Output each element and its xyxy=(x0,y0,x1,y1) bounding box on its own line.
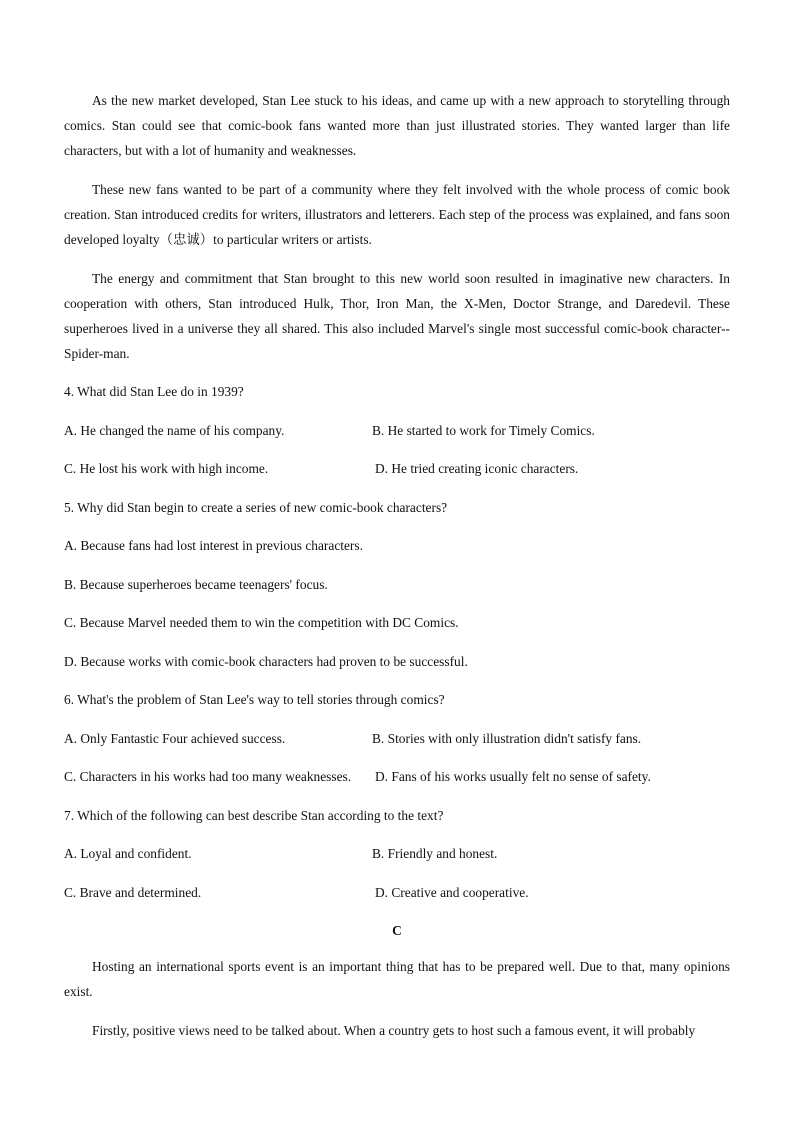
question-5-option-c[interactable]: C. Because Marvel needed them to win the competition with DC Comics. xyxy=(64,615,459,630)
question-6-option-a[interactable]: A. Only Fantastic Four achieved success. xyxy=(64,730,286,746)
question-7-options-row-1 xyxy=(64,841,730,880)
question-4-stem: 4. What did Stan Lee do in 1939? xyxy=(64,384,244,399)
question-7-option-a[interactable]: A. Loyal and confident. xyxy=(64,846,192,861)
question-6-option-c[interactable]: C. Characters in his works had too many weaknesses. xyxy=(64,769,352,784)
question-4-option-c[interactable]: C. He lost his work with high income. xyxy=(64,461,269,476)
question-5-option-a[interactable]: A. Because fans had lost interest in previous characters. xyxy=(64,538,363,553)
question-6-options-row-1 xyxy=(64,726,730,765)
question-5-stem: 5. Why did Stan begin to create a series of new comic-book characters? xyxy=(64,499,448,515)
question-7-options-row-2 xyxy=(64,880,730,919)
question-4-option-d[interactable]: D. He tried creating iconic characters. xyxy=(375,461,579,476)
question-7-stem: 7. Which of the following can best describe Stan according to the text? xyxy=(64,807,444,823)
question-5-option-b[interactable]: B. Because superheroes became teenagers' focus. xyxy=(64,576,328,592)
question-6-stem: 6. What's the problem of Stan Lee's way to tell stories through comics? xyxy=(64,692,445,707)
passage-b-paragraph-1: As the new market developed, Stan Lee stuck to his ideas, and came up with a new approach to storytelling through comics. Stan could see that comic-book fans wanted more than just illustrated stories. They wanted larger than life characters, but with a lot of humanity and weaknesses. xyxy=(64,93,730,158)
question-4-options-row-1 xyxy=(64,418,730,457)
question-6-option-d[interactable]: D. Fans of his works usually felt no sense of safety. xyxy=(375,769,651,784)
section-c-title: C xyxy=(392,923,402,938)
question-7-option-b[interactable]: B. Friendly and honest. xyxy=(372,846,498,861)
question-6-option-b[interactable]: B. Stories with only illustration didn't satisfy fans. xyxy=(372,730,642,746)
passage-b-paragraph-2: These new fans wanted to be part of a community where they felt involved with the whole process of comic book creation. Stan introduced credits for writers, illustrators and letterers. Each step of the process was explained, and fans soon developed loyalty（忠诚）to particular writers or artists. xyxy=(64,182,730,247)
question-4-options-row-2 xyxy=(64,456,730,495)
question-4-option-a[interactable]: A. He changed the name of his company. xyxy=(64,422,285,438)
passage-c-paragraph-2: Firstly, positive views need to be talked about. When a country gets to host such a famous event, it will probably xyxy=(92,1023,696,1038)
question-6-options-row-2 xyxy=(64,764,730,803)
question-7-option-c[interactable]: C. Brave and determined. xyxy=(64,884,202,900)
question-5-option-d[interactable]: D. Because works with comic-book characters had proven to be successful. xyxy=(64,653,468,669)
passage-c-paragraph-1: Hosting an international sports event is an important thing that has to be prepared well. Due to that, many opinions exist. xyxy=(64,959,730,999)
passage-b-paragraph-3: The energy and commitment that Stan brought to this new world soon resulted in imaginative new characters. In cooperation with others, Stan introduced Hulk, Thor, Iron Man, the X-Men, Doctor Strange, and Daredevil. These superheroes lived in a universe they all shared. This also included Marvel's single most successful comic-book character--Spider-man. xyxy=(64,271,730,361)
question-4-option-b[interactable]: B. He started to work for Timely Comics. xyxy=(372,422,595,438)
question-7-option-d[interactable]: D. Creative and cooperative. xyxy=(375,884,529,900)
exam-page xyxy=(64,88,730,1057)
